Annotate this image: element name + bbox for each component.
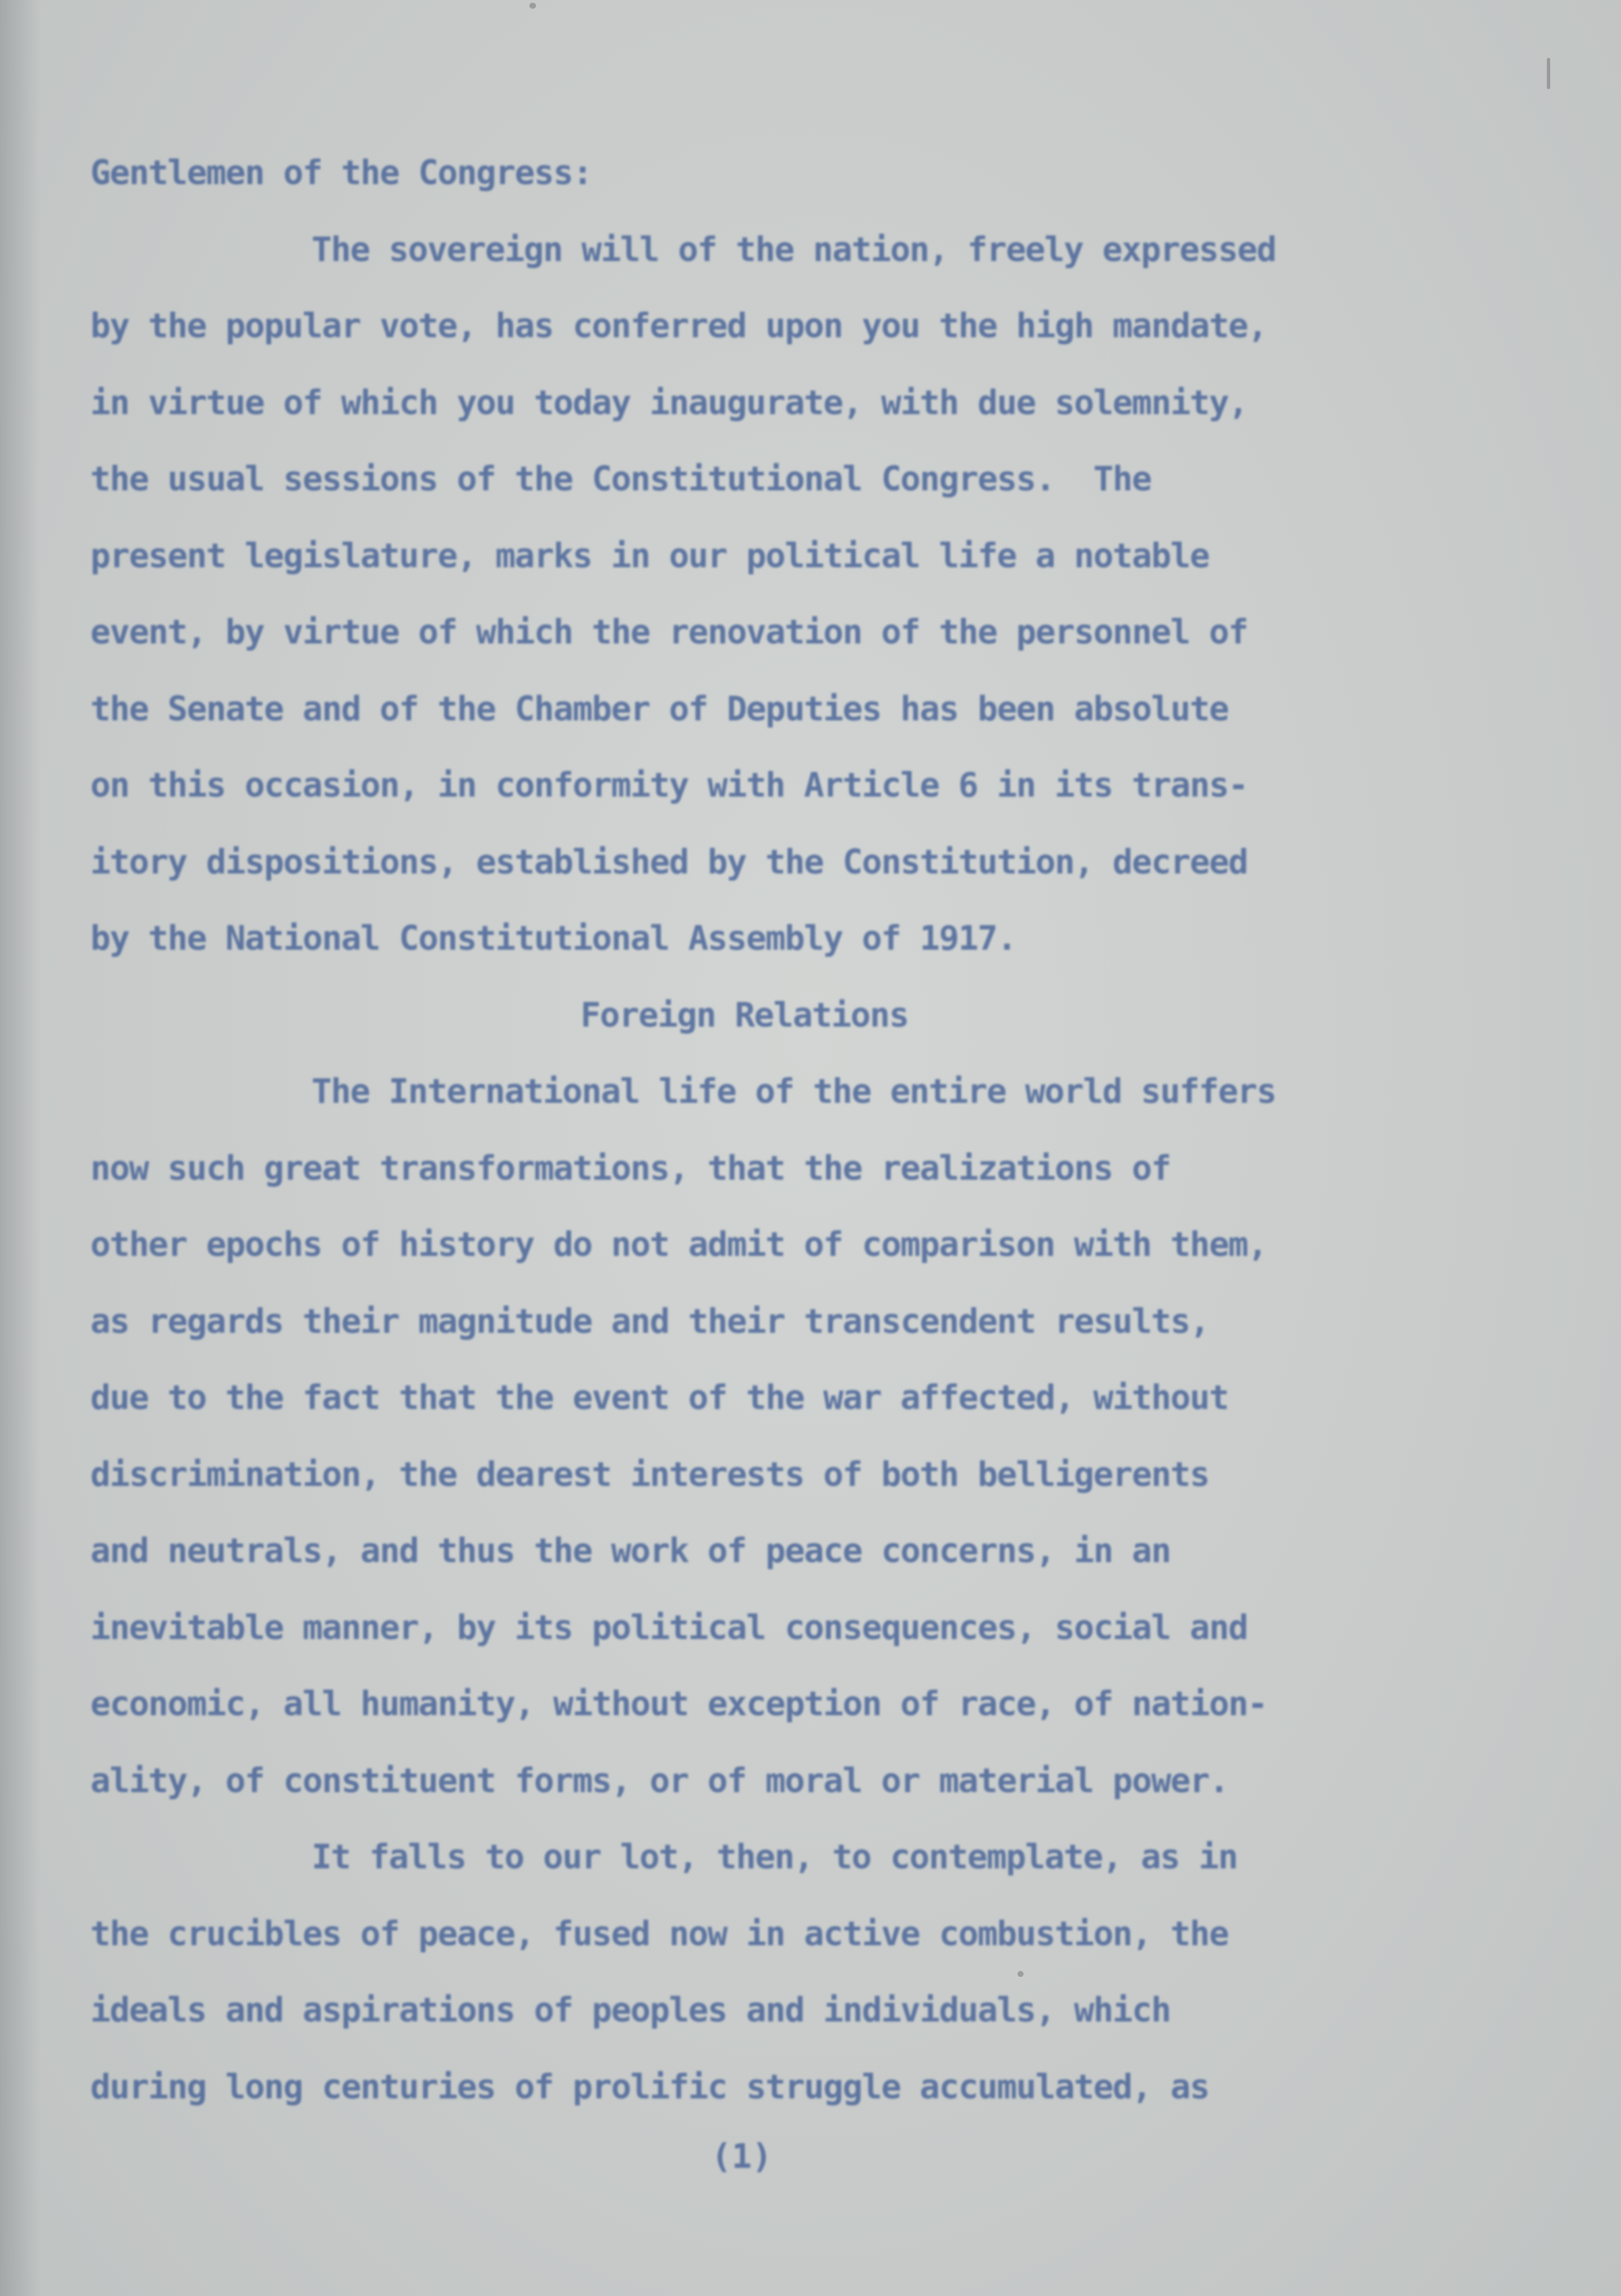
- text-line: ality, of constituent forms, or of moral or material power.: [90, 1760, 1229, 1800]
- text-line: in virtue of which you today inaugurate, with due solemnity,: [90, 382, 1248, 422]
- text-line: economic, all humanity, without exception of race, of nation-: [90, 1684, 1267, 1723]
- text-line: event, by virtue of which the renovation of the personnel of: [90, 612, 1248, 652]
- text-line: the Senate and of the Chamber of Deputies has been absolute: [90, 689, 1229, 728]
- paper-speck: [529, 3, 536, 9]
- page-edge-shadow: [0, 0, 40, 2296]
- section-heading: Foreign Relations: [580, 995, 909, 1035]
- text-line: during long centuries of prolific struggle accumulated, as: [90, 2067, 1209, 2106]
- text-line: inevitable manner, by its political consequences, social and: [90, 1607, 1248, 1647]
- paper-speck: [1547, 58, 1550, 89]
- paragraph-congress-opening: [90, 212, 1439, 977]
- paragraph-international-life: [90, 1054, 1439, 1819]
- text-line: as regards their magnitude and their transcendent results,: [90, 1301, 1209, 1341]
- typewritten-text: [90, 135, 1439, 2125]
- text-line: by the National Constitutional Assembly of 1917.: [90, 919, 1016, 958]
- text-line: by the popular vote, has conferred upon you the high mandate,: [90, 306, 1267, 345]
- paragraph-crucibles-of-peace: [90, 1819, 1439, 2125]
- text-line: and neutrals, and thus the work of peace concerns, in an: [90, 1531, 1171, 1570]
- text-line: It falls to our lot, then, to contemplate, as in: [312, 1837, 1237, 1876]
- text-line: itory dispositions, established by the Constitution, decreed: [90, 842, 1248, 882]
- text-line: other epochs of history do not admit of comparison with them,: [90, 1225, 1267, 1264]
- text-line: on this occasion, in conformity with Article 6 in its trans-: [90, 766, 1248, 805]
- text-line: ideals and aspirations of peoples and individuals, which: [90, 1990, 1171, 2030]
- text-line: due to the fact that the event of the war affected, without: [90, 1378, 1229, 1417]
- text-line: the crucibles of peace, fused now in active combustion, the: [90, 1914, 1229, 1953]
- salutation: Gentlemen of the Congress:: [90, 153, 592, 192]
- text-line: The sovereign will of the nation, freely expressed: [312, 229, 1276, 269]
- text-line: discrimination, the dearest interests of both belligerents: [90, 1454, 1209, 1494]
- text-line: present legislature, marks in our political life a notable: [90, 536, 1209, 575]
- page-number: (1): [711, 2137, 773, 2176]
- text-line: the usual sessions of the Constitutional Congress. The: [90, 459, 1152, 498]
- text-line: The International life of the entire world suffers: [312, 1072, 1276, 1111]
- text-line: now such great transformations, that the realizations of: [90, 1148, 1171, 1188]
